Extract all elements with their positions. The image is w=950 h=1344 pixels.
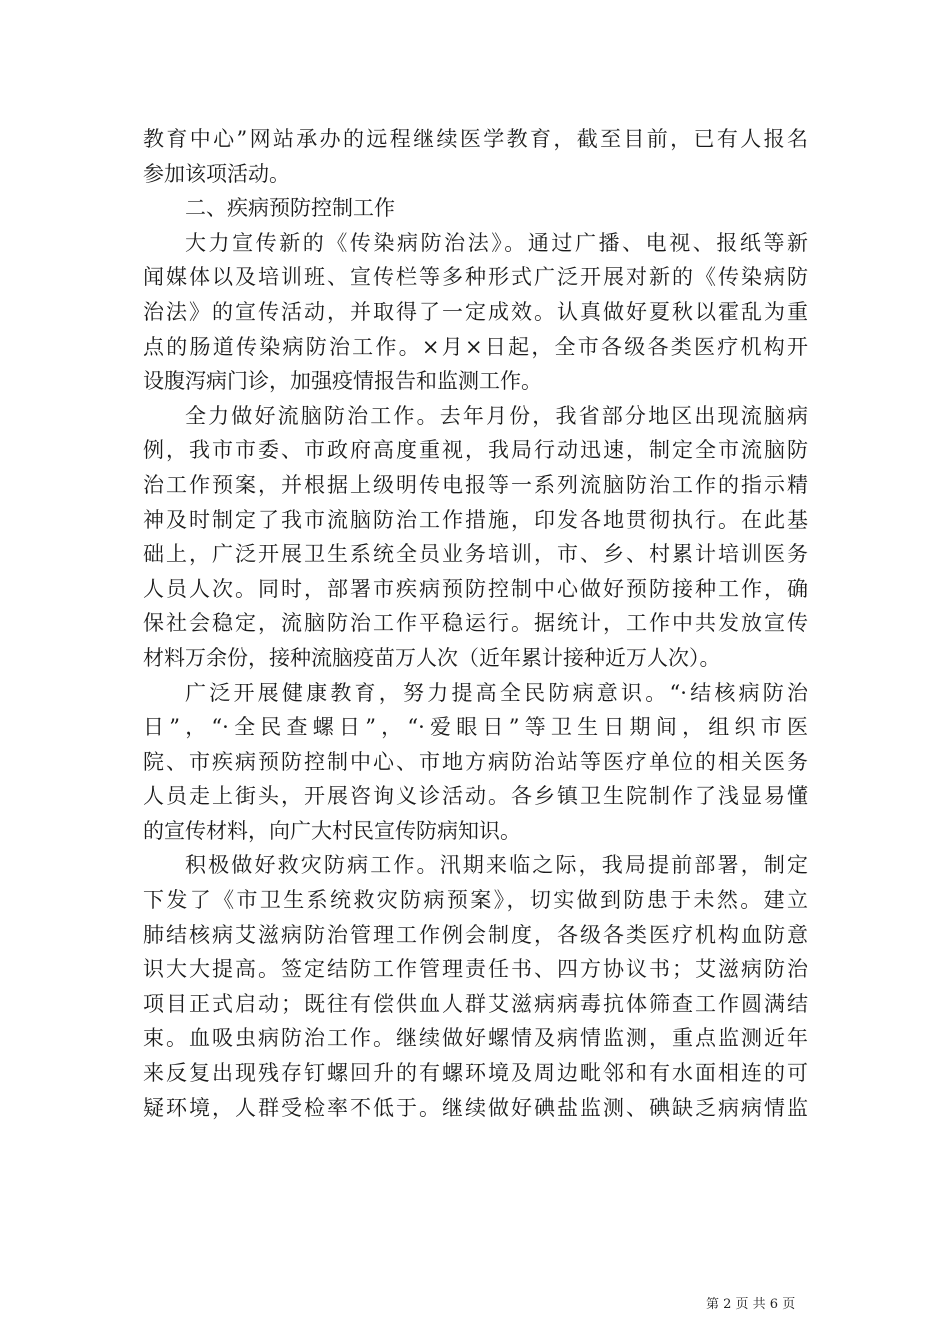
- text-line: 的宣传材料，向广大村民宣传防病知识。: [143, 818, 521, 843]
- text-line: 人员走上街头，开展咨询义诊活动。各乡镇卫生院制作了浅显易懂: [143, 784, 808, 809]
- text-line: 院、市疾病预防控制中心、市地方病防治站等医疗单位的相关医务: [143, 749, 808, 774]
- text-line: 日”，“·全民查螺日”，“·爱眼日”等卫生日期间，组织市医: [143, 715, 808, 740]
- text-line: 识大大提高。签定结防工作管理责任书、四方协议书；艾滋病防治: [143, 957, 808, 982]
- text-line: 二、疾病预防控制工作: [185, 196, 395, 221]
- text-line: 参加该项活动。: [143, 161, 290, 186]
- text-line: 例，我市市委、市政府高度重视，我局行动迅速，制定全市流脑防: [143, 438, 808, 463]
- text-line: 神及时制定了我市流脑防治工作措施，印发各地贯彻执行。在此基: [143, 507, 808, 532]
- page-number: 第 2 页 共 6 页: [706, 1297, 796, 1312]
- text-line: 积极做好救灾防病工作。汛期来临之际，我局提前部署，制定: [185, 853, 808, 878]
- text-line: 治工作预案，并根据上级明传电报等一系列流脑防治工作的指示精: [143, 472, 808, 497]
- text-line: 闻媒体以及培训班、宣传栏等多种形式广泛开展对新的《传染病防: [143, 265, 808, 290]
- text-line: 肺结核病艾滋病防治管理工作例会制度，各级各类医疗机构血防意: [143, 922, 808, 947]
- text-line: 材料万余份，接种流脑疫苗万人次（近年累计接种近万人次）。: [143, 645, 721, 670]
- text-line: 来反复出现残存钉螺回升的有螺环境及周边毗邻和有水面相连的可: [143, 1061, 808, 1086]
- text-line: 广泛开展健康教育，努力提高全民防病意识。“·结核病防治: [185, 680, 808, 705]
- text-line: 项目正式启动；既往有偿供血人群艾滋病病毒抗体筛查工作圆满结: [143, 991, 808, 1016]
- text-line: 设腹泻病门诊，加强疫情报告和监测工作。: [143, 369, 542, 394]
- document-body: [143, 122, 808, 1125]
- text-line: 疑环境，人群受检率不低于。继续做好碘盐监测、碘缺乏病病情监: [143, 1095, 808, 1120]
- text-line: 大力宣传新的《传染病防治法》。通过广播、电视、报纸等新: [185, 230, 808, 255]
- text-line: 下发了《市卫生系统救灾防病预案》，切实做到防患于未然。建立: [143, 888, 808, 913]
- text-line: 全力做好流脑防治工作。去年月份，我省部分地区出现流脑病: [185, 403, 808, 428]
- text-line: 教育中心”网站承办的远程继续医学教育，截至目前，已有人报名: [143, 127, 808, 151]
- text-line: 束。血吸虫病防治工作。继续做好螺情及病情监测，重点监测近年: [143, 1026, 808, 1051]
- text-line: 人员人次。同时，部署市疾病预防控制中心做好预防接种工作，确: [143, 576, 808, 601]
- text-line: 治法》的宣传活动，并取得了一定成效。认真做好夏秋以霍乱为重: [143, 299, 808, 324]
- text-line: 保社会稳定，流脑防治工作平稳运行。据统计，工作中共发放宣传: [143, 611, 808, 636]
- text-line: 点的肠道传染病防治工作。×月×日起，全市各级各类医疗机构开: [143, 334, 808, 359]
- text-line: 础上，广泛开展卫生系统全员业务培训，市、乡、村累计培训医务: [143, 542, 808, 567]
